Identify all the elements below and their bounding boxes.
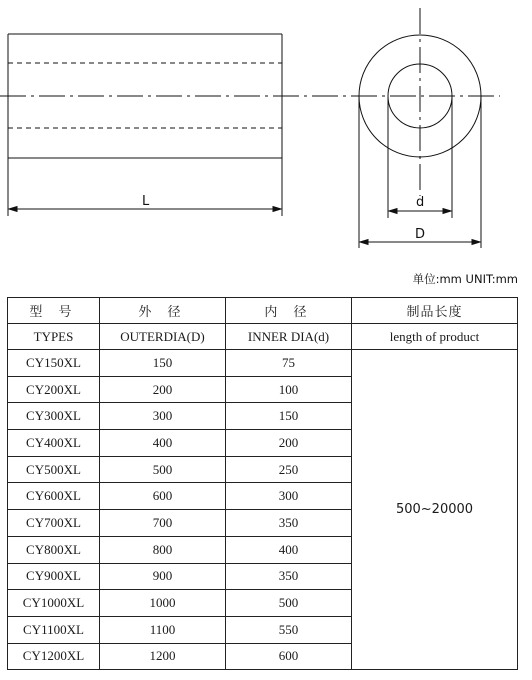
- cell-outer-dia: 1200: [100, 643, 226, 670]
- outer-diameter-label: D: [415, 227, 426, 242]
- side-view: [0, 34, 500, 216]
- inner-arrow-right: [443, 209, 451, 214]
- header-inner-cn: 内 径: [226, 298, 352, 324]
- cell-model: CY700XL: [8, 510, 100, 537]
- inner-diameter-label: d: [416, 195, 425, 210]
- outer-arrow-right: [472, 240, 480, 245]
- length-label: L: [142, 194, 150, 209]
- cell-outer-dia: 400: [100, 430, 226, 457]
- cell-length-of-product: 500~20000: [352, 350, 518, 670]
- header-length-cn: 制品长度: [352, 298, 518, 324]
- cell-model: CY500XL: [8, 456, 100, 483]
- header-length: length of product: [352, 324, 518, 350]
- cell-inner-dia: 100: [226, 376, 352, 403]
- inner-arrow-left: [389, 209, 397, 214]
- cell-inner-dia: 500: [226, 590, 352, 617]
- header-outer-dia: OUTERDIA(D): [100, 324, 226, 350]
- cell-model: CY1000XL: [8, 590, 100, 617]
- cell-inner-dia: 600: [226, 643, 352, 670]
- technical-drawing: [0, 0, 532, 262]
- cell-outer-dia: 300: [100, 403, 226, 430]
- cell-inner-dia: 550: [226, 616, 352, 643]
- cell-outer-dia: 200: [100, 376, 226, 403]
- cell-inner-dia: 400: [226, 536, 352, 563]
- cell-outer-dia: 900: [100, 563, 226, 590]
- unit-note: 单位:mm UNIT:mm: [412, 272, 518, 286]
- cell-outer-dia: 1100: [100, 616, 226, 643]
- cell-model: CY150XL: [8, 350, 100, 377]
- cell-outer-dia: 800: [100, 536, 226, 563]
- end-view: [359, 8, 481, 248]
- cell-inner-dia: 250: [226, 456, 352, 483]
- outer-arrow-left: [360, 240, 368, 245]
- length-arrow-right: [273, 207, 281, 212]
- header-model-cn: 型 号: [8, 298, 100, 324]
- cell-inner-dia: 200: [226, 430, 352, 457]
- cell-model: CY900XL: [8, 563, 100, 590]
- cell-model: CY300XL: [8, 403, 100, 430]
- cell-inner-dia: 300: [226, 483, 352, 510]
- header-outer-cn: 外 径: [100, 298, 226, 324]
- cell-outer-dia: 700: [100, 510, 226, 537]
- header-types: TYPES: [8, 324, 100, 350]
- header-row-chinese: [8, 298, 518, 324]
- length-arrow-left: [9, 207, 17, 212]
- cell-inner-dia: 150: [226, 403, 352, 430]
- table-row: [8, 350, 518, 377]
- cell-model: CY400XL: [8, 430, 100, 457]
- cell-model: CY1100XL: [8, 616, 100, 643]
- header-inner-dia: INNER DIA(d): [226, 324, 352, 350]
- cell-model: CY600XL: [8, 483, 100, 510]
- cell-outer-dia: 150: [100, 350, 226, 377]
- cell-outer-dia: 1000: [100, 590, 226, 617]
- header-row-english: [8, 324, 518, 350]
- cell-inner-dia: 75: [226, 350, 352, 377]
- cell-inner-dia: 350: [226, 563, 352, 590]
- cell-inner-dia: 350: [226, 510, 352, 537]
- cell-model: CY800XL: [8, 536, 100, 563]
- cell-outer-dia: 500: [100, 456, 226, 483]
- spec-table: [7, 297, 518, 670]
- cell-model: CY200XL: [8, 376, 100, 403]
- cell-outer-dia: 600: [100, 483, 226, 510]
- cell-model: CY1200XL: [8, 643, 100, 670]
